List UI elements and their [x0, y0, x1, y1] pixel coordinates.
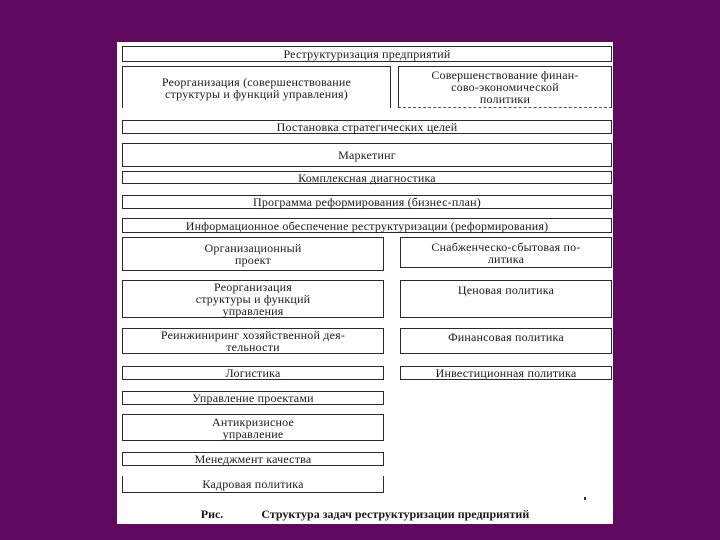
left-label-1: Реорганизация структуры и функций управления [195, 280, 311, 318]
right-label-1: Ценовая политика [457, 283, 555, 297]
left-label-5: Антикризисное управление [212, 414, 294, 441]
left-box-3 [122, 366, 384, 380]
left-label-0: Организационный проект [204, 241, 302, 267]
slide-page [117, 42, 613, 524]
row-label-0: Постановка стратегических целей [276, 120, 458, 134]
left-box-1 [122, 280, 384, 318]
left-label-7: Кадровая политика [202, 477, 304, 491]
caption-lead: Рис. [200, 507, 224, 521]
reform-program-box [122, 195, 612, 209]
corner-mark [584, 497, 586, 500]
left-box-4 [122, 391, 384, 405]
caption-text: Структура задач реструктуризации предприятий [261, 507, 530, 521]
financial-improvement-label: Совершенствование финан- сово-экономической политики [431, 68, 579, 106]
marketing-box [122, 143, 612, 167]
financial-improvement-box [398, 66, 612, 108]
left-label-3: Логистика [225, 366, 281, 380]
reorganization-label: Реорганизация (совершенствование структуры и функций управления) [161, 74, 352, 101]
left-box-7 [122, 476, 384, 493]
row-label-2: Комплексная диагностика [298, 170, 436, 185]
reorganization-box [122, 66, 391, 108]
left-box-0 [122, 237, 384, 271]
row-label-3: Программа реформирования (бизнес-план) [252, 195, 481, 209]
left-label-6: Менеджмент качества [194, 452, 312, 466]
information-support-box [122, 218, 612, 233]
right-label-0: Снабженческо-сбытовая по- литика [431, 239, 581, 266]
diagnostics-box [122, 171, 612, 184]
left-box-5 [122, 414, 384, 441]
right-box-1 [400, 280, 612, 318]
right-box-3 [400, 366, 612, 380]
right-box-0 [400, 237, 612, 268]
figure-caption [117, 507, 613, 522]
right-label-2: Финансовая политика [448, 330, 564, 344]
row-label-1: Маркетинг [338, 148, 396, 162]
left-box-6 [122, 452, 384, 466]
left-label-2: Реинжиниринг хозяйственной дея- тельности [160, 328, 346, 354]
left-label-4: Управление проектами [192, 391, 314, 405]
right-box-2 [400, 328, 612, 354]
diagram-title: Реструктуризация предприятий [283, 47, 451, 61]
left-box-2 [122, 328, 384, 354]
row-label-4: Информационное обеспечение реструктуризации (реформирования) [185, 218, 549, 233]
right-label-3: Инвестиционная политика [435, 366, 577, 380]
strategic-goals-box [122, 120, 612, 134]
title-box [122, 46, 612, 62]
